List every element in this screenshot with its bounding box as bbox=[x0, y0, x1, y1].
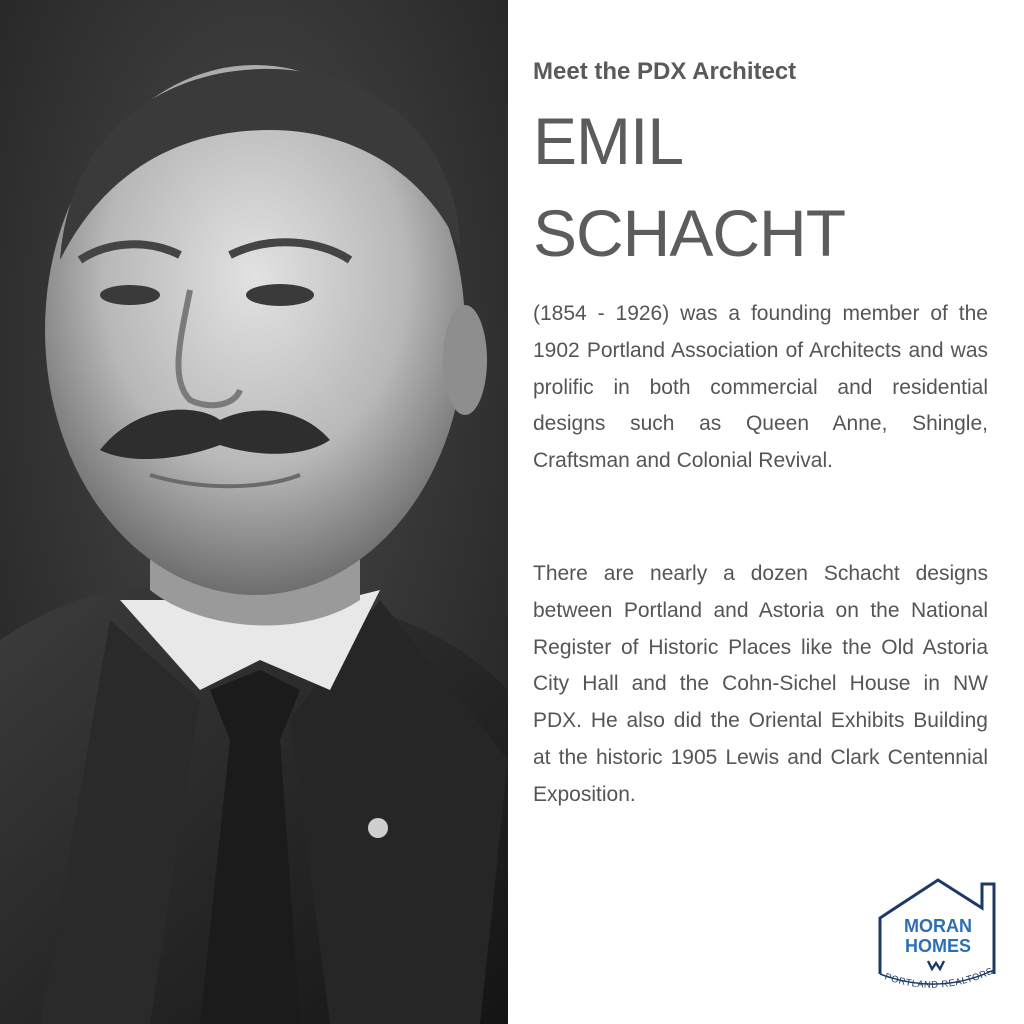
architect-first-name: EMIL bbox=[533, 104, 684, 178]
windermere-w-icon bbox=[928, 961, 944, 969]
architect-last-name: SCHACHT bbox=[533, 196, 846, 270]
portrait-photo bbox=[0, 0, 508, 1024]
logo-tagline: PORTLAND REALTORS bbox=[883, 965, 996, 991]
bio-paragraph-1: (1854 - 1926) was a founding member of the 1902 Portland Association of Architects and was prolific in both commercial and residential designs such as Queen Anne, Shingle, Craftsman and Colonial Revival. bbox=[533, 302, 988, 473]
portrait-illustration bbox=[0, 0, 508, 1024]
bio-paragraph-2: There are nearly a dozen Schacht designs between Portland and Astoria on the National Register of Historic Places like the Old Astoria City Hall and the Cohn-Sichel House in NW PDX. He also did the Oriental Exhibits Building at the historic 1905 Lewis and Clark Centennial Exposition. bbox=[533, 562, 988, 806]
logo-line-1: MORAN bbox=[904, 916, 972, 936]
logo-line-2: HOMES bbox=[904, 936, 972, 956]
eyebrow-title: Meet the PDX Architect bbox=[533, 58, 797, 85]
moran-homes-logo bbox=[874, 874, 1002, 1004]
house-logo-icon bbox=[874, 874, 1002, 1004]
